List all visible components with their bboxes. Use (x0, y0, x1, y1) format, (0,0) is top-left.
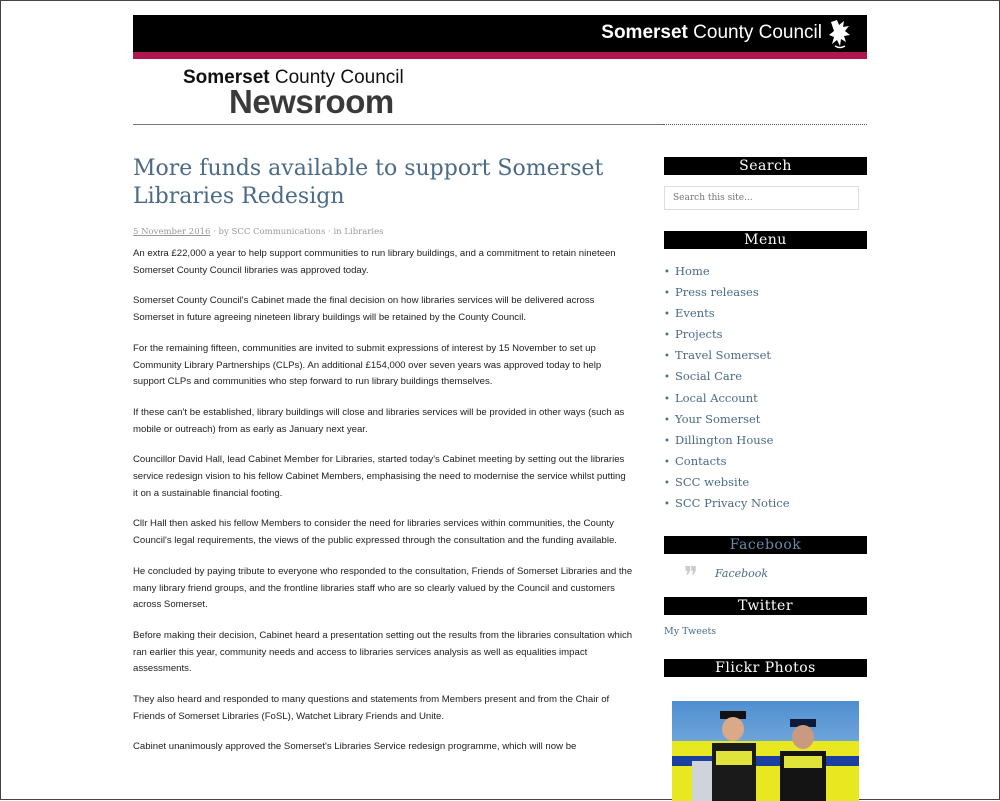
brand-rest: County Council (687, 22, 822, 43)
article-date[interactable]: 5 November 2016 (133, 227, 211, 237)
search-input[interactable] (664, 186, 859, 210)
search-widget-title: Search (664, 157, 867, 175)
article-category[interactable]: Libraries (344, 227, 384, 237)
menu-item-dillington-house[interactable] (664, 430, 867, 451)
menu-link[interactable]: SCC Privacy Notice (675, 496, 790, 511)
article-paragraph: An extra £22,000 a year to help support communities to run library buildings, and a commitment to retain nineteen Somerset County Council libraries was approved today. (133, 248, 616, 276)
top-bar-stripe (133, 52, 867, 59)
header-divider-dotted (663, 124, 867, 125)
meta-by: · by (210, 227, 232, 237)
menu-item-scc-privacy-notice[interactable] (664, 493, 867, 514)
menu-link[interactable]: Travel Somerset (675, 348, 771, 363)
menu-item-scc-website[interactable] (664, 472, 867, 493)
facebook-widget-title[interactable]: Facebook (664, 536, 867, 554)
menu-item-home[interactable] (664, 261, 867, 282)
menu-item-travel-somerset[interactable] (664, 345, 867, 366)
my-tweets-link[interactable]: My Tweets (664, 626, 717, 638)
flickr-photo[interactable] (672, 701, 859, 801)
menu-link[interactable]: Events (675, 306, 715, 321)
menu-item-press-releases[interactable] (664, 282, 867, 303)
bullet-icon: • (664, 288, 670, 300)
bullet-icon: • (664, 267, 670, 278)
menu-link[interactable]: Social Care (675, 369, 743, 384)
menu-link[interactable]: Press releases (675, 285, 759, 300)
menu-item-local-account[interactable] (664, 388, 867, 409)
quote-icon: ❞ (684, 562, 698, 593)
bullet-icon: • (664, 435, 670, 447)
menu-item-social-care[interactable] (664, 366, 867, 387)
top-bar-brand[interactable] (601, 22, 822, 44)
menu-item-projects[interactable] (664, 324, 867, 345)
facebook-row (664, 562, 867, 593)
facebook-link[interactable]: Facebook (715, 567, 769, 581)
menu-widget-title: Menu (664, 231, 867, 249)
bullet-icon: • (664, 477, 670, 489)
bullet-icon: • (664, 330, 670, 342)
twitter-widget-title: Twitter (664, 597, 867, 615)
brand-bold: Somerset (601, 22, 688, 43)
wyvern-crest-icon (825, 18, 855, 50)
bullet-icon: • (664, 499, 670, 511)
menu-list (664, 249, 867, 514)
menu-link[interactable]: Dillington House (675, 432, 774, 447)
menu-link[interactable]: Projects (675, 327, 723, 342)
article-paragraph: If these can't be established, library buildings will close and libraries services will be provided in other ways (such as mobile or outreach) from as early as January next year. (133, 406, 625, 435)
article-paragraph: Before making their decision, Cabinet heard a presentation setting out the results from the libraries consultation which ran earlier this year, community needs and access to libraries services analysis as well as equalities impact assessments. (133, 629, 633, 675)
article-paragraph: Cabinet unanimously approved the Somerset's Libraries Service redesign programme, which will now be (133, 741, 577, 753)
article-body (133, 246, 633, 756)
menu-item-your-somerset[interactable] (664, 409, 867, 430)
article-title[interactable]: More funds available to support Somerset Libraries Redesign (133, 156, 604, 209)
article-paragraph: Cllr Hall then asked his fellow Members to consider the need for libraries services within communities, the County Council's legal requirements, the views of the public expressed through the consultation and the funding available. (133, 518, 617, 547)
bullet-icon: • (664, 393, 670, 405)
top-bar (133, 15, 867, 52)
bullet-icon: • (664, 414, 670, 426)
article-paragraph: Councillor David Hall, lead Cabinet Member for Libraries, started today's Cabinet meeting by setting out the libraries service redesign vision to his fellow Cabinet Members, emphasising the need to modernise the service whilst putting it on a sustainable financial footing. (133, 454, 626, 499)
article-paragraph: For the remaining fifteen, communities are invited to submit expressions of interest by 15 November to set up Community Library Partnerships (CLPs). An additional £154,000 over seven years was approved today to help support CLPs and communities who step forward to run library buildings themselves. (133, 342, 602, 388)
article-paragraph: Somerset County Council's Cabinet made the final decision on how libraries services will be delivered across Somerset in future agreeing nineteen library buildings will be retained by the County Council. (133, 295, 595, 324)
menu-link[interactable]: SCC website (675, 474, 750, 489)
meta-in: · in (325, 227, 345, 237)
sidebar (664, 157, 867, 677)
masthead-rest: County Council (269, 67, 404, 88)
menu-link[interactable]: Contacts (675, 453, 727, 468)
bullet-icon: • (664, 309, 670, 321)
article-paragraph: He concluded by paying tribute to everyone who responded to the consultation, Friends of Somerset Libraries and the many library friend groups, and the frontline libraries staff who are so clearly valued by the Council and customers across Somerset. (133, 565, 633, 611)
flickr-widget-title: Flickr Photos (664, 659, 867, 677)
article-meta (133, 227, 633, 237)
masthead-bold: Somerset (183, 67, 270, 88)
bullet-icon: • (664, 351, 670, 363)
menu-link[interactable]: Your Somerset (675, 411, 761, 426)
masthead-title[interactable]: Newsroom (229, 83, 394, 120)
menu-link[interactable]: Home (675, 264, 710, 278)
article-author[interactable]: SCC Communications (231, 227, 326, 237)
bullet-icon: • (664, 372, 670, 384)
article-paragraph: They also heard and responded to many questions and statements from Members present and from the Chair of Friends of Somerset Libraries (FoSL), Watchet Library Friends and Unite. (133, 694, 610, 722)
menu-link[interactable]: Local Account (675, 390, 758, 405)
menu-item-events[interactable] (664, 303, 867, 324)
header-divider (133, 124, 663, 125)
menu-item-contacts[interactable] (664, 451, 867, 472)
bullet-icon: • (664, 456, 670, 468)
article (133, 155, 633, 756)
